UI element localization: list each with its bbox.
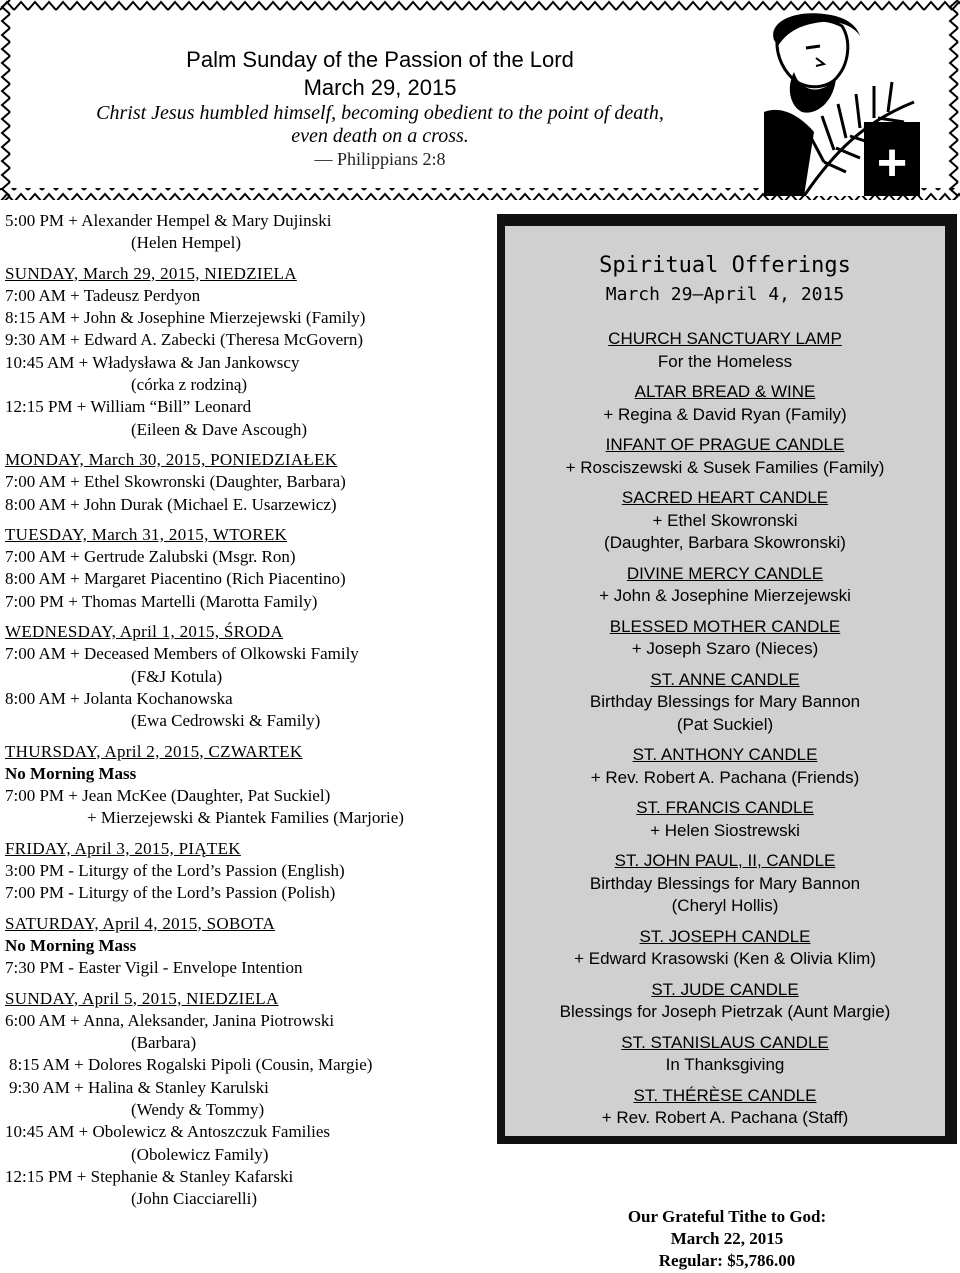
mass-entry: 7:00 PM + Thomas Martelli (Marotta Family) <box>5 591 318 611</box>
offering-intention: (Cheryl Hollis) <box>671 896 779 915</box>
mass-intention: (córka z rodziną) <box>131 375 248 395</box>
mass-entry: 9:30 AM + Halina & Stanley Karulski <box>9 1077 269 1097</box>
tithe-regular: Regular: $5,786.00 <box>658 1251 796 1270</box>
mass-entry: 7:00 PM + Jean McKee (Daughter, Pat Suckiel) <box>5 786 331 806</box>
mass-entry: 12:15 PM + Stephanie & Stanley Kafarski <box>5 1166 294 1186</box>
offering-item <box>505 487 945 563</box>
mass-intention: (Helen Hempel) <box>131 233 241 253</box>
day-heading: SATURDAY, April 4, 2015, SOBOTA <box>5 913 276 933</box>
offering-heading: ST. ANNE CANDLE <box>650 669 800 689</box>
offering-heading: ST. JUDE CANDLE <box>651 979 799 999</box>
mass-entry: 7:00 AM + Ethel Skowronski (Daughter, Barbara) <box>5 472 346 492</box>
day-heading: SUNDAY, March 29, 2015, NIEDZIELA <box>5 263 297 283</box>
offering-intention: In Thanksgiving <box>665 1055 785 1074</box>
day-heading: SUNDAY, April 5, 2015, NIEDZIELA <box>5 988 279 1008</box>
offering-intention: Birthday Blessings for Mary Bannon <box>589 692 861 711</box>
offering-item <box>505 797 945 850</box>
mass-entry: 7:30 PM - Easter Vigil - Envelope Intention <box>5 958 303 978</box>
offering-heading: ST. FRANCIS CANDLE <box>636 798 814 817</box>
offering-item <box>505 381 945 434</box>
offering-heading: DIVINE MERCY CANDLE <box>626 563 824 583</box>
offering-intention: + Regina & David Ryan (Family) <box>603 404 847 424</box>
spiritual-offerings-panel <box>497 214 957 1144</box>
day-heading: THURSDAY, April 2, 2015, CZWARTEK <box>5 741 303 761</box>
mass-entry: 12:15 PM + William “Bill” Leonard <box>5 397 252 417</box>
offering-heading: ST. THÉRÈSE CANDLE <box>633 1085 817 1105</box>
tithe-date: March 22, 2015 <box>670 1229 784 1248</box>
mass-intention: (F&J Kotula) <box>131 666 223 686</box>
offering-heading: ST. ANTHONY CANDLE <box>632 745 818 764</box>
spiritual-offerings-inner <box>505 226 945 1136</box>
offering-item <box>505 669 945 745</box>
offering-heading: ST. JOHN PAUL, II, CANDLE <box>614 851 836 870</box>
mass-entry: 8:00 AM + Jolanta Kochanowska <box>5 688 233 708</box>
mass-intention: (Barbara) <box>131 1033 197 1053</box>
mass-intention: (John Ciacciarelli) <box>131 1189 258 1209</box>
header-box <box>0 0 960 200</box>
offering-heading: ST. JOSEPH CANDLE <box>639 926 811 946</box>
offering-heading: BLESSED MOTHER CANDLE <box>609 616 841 636</box>
mass-intention: (Obolewicz Family) <box>131 1144 269 1164</box>
offering-intention: + Ethel Skowronski <box>652 510 798 530</box>
scripture-quote-line-2: even death on a cross. <box>291 125 469 147</box>
page-date: March 29, 2015 <box>303 75 457 100</box>
mass-schedule <box>5 210 483 1210</box>
offerings-dates: March 29—April 4, 2015 <box>605 284 845 305</box>
offering-intention: + Rosciszewski & Susek Families (Family) <box>565 457 885 477</box>
offering-item <box>505 850 945 926</box>
offering-intention: + Helen Siostrewski <box>650 820 800 840</box>
offering-item <box>505 1085 945 1138</box>
offering-intention: + Rev. Robert A. Pachana (Staff) <box>601 1108 849 1127</box>
mass-entry: 7:00 PM - Liturgy of the Lord’s Passion (Polish) <box>5 883 336 903</box>
offering-intention: + Joseph Szaro (Nieces) <box>631 639 819 658</box>
mass-intention: (Ewa Cedrowski & Family) <box>131 711 321 731</box>
day-heading: WEDNESDAY, April 1, 2015, ŚRODA <box>5 622 284 642</box>
offering-intention: (Daughter, Barbara Skowronski) <box>604 533 846 552</box>
offering-item <box>505 563 945 616</box>
offering-item <box>505 434 945 487</box>
day-heading: FRIDAY, April 3, 2015, PIĄTEK <box>5 838 241 858</box>
offering-heading: CHURCH SANCTUARY LAMP <box>608 329 842 348</box>
offering-item <box>505 979 945 1032</box>
mass-intention: (Wendy & Tommy) <box>131 1099 265 1119</box>
tithe-title: Our Grateful Tithe to God: <box>627 1207 827 1226</box>
offering-heading: ALTAR BREAD & WINE <box>634 382 816 401</box>
christ-with-palm-art <box>764 12 920 196</box>
day-heading: TUESDAY, March 31, 2015, WTOREK <box>5 524 288 544</box>
mass-entry: 7:00 AM + Deceased Members of Olkowski Family <box>5 644 359 664</box>
offerings-title: Spiritual Offerings <box>599 253 851 278</box>
cross-icon: + <box>876 134 908 192</box>
offering-intention: + Rev. Robert A. Pachana (Friends) <box>590 767 860 787</box>
mass-entry: 10:45 AM + Władysława & Jan Jankowscy <box>5 352 300 372</box>
offering-intention: For the Homeless <box>657 351 793 371</box>
offering-intention: + John & Josephine Mierzejewski <box>599 586 851 605</box>
offering-item <box>505 1032 945 1085</box>
mass-entry: 8:15 AM + John & Josephine Mierzejewski (Family) <box>5 308 366 328</box>
offering-item <box>505 926 945 979</box>
scripture-citation: — Philippians 2:8 <box>314 149 446 169</box>
header-text <box>10 46 750 170</box>
page-title: Palm Sunday of the Passion of the Lord <box>186 47 574 72</box>
tithe-summary <box>497 1206 957 1272</box>
mass-entry: 10:45 AM + Obolewicz & Antoszczuk Families <box>5 1122 330 1142</box>
mass-entry: 5:00 PM + Alexander Hempel & Mary Dujinski <box>5 211 332 230</box>
offering-item <box>505 328 945 381</box>
offering-item <box>505 744 945 797</box>
offerings-list <box>505 250 945 1138</box>
day-heading: MONDAY, March 30, 2015, PONIEDZIAŁEK <box>5 449 338 469</box>
mass-intention: (Eileen & Dave Ascough) <box>131 419 308 439</box>
offering-intention: Birthday Blessings for Mary Bannon <box>589 873 861 893</box>
offering-intention: (Pat Suckiel) <box>676 714 774 734</box>
mass-entry: 8:15 AM + Dolores Rogalski Pipoli (Cousin, Margie) <box>9 1055 373 1075</box>
mass-entry: + Mierzejewski & Piantek Families (Marjorie) <box>87 808 404 828</box>
offering-heading: SACRED HEART CANDLE <box>621 488 829 507</box>
mass-entry: 8:00 AM + John Durak (Michael E. Usarzewicz) <box>5 494 337 514</box>
mass-entry: 7:00 AM + Gertrude Zalubski (Msgr. Ron) <box>5 547 296 567</box>
offering-heading: INFANT OF PRAGUE CANDLE <box>605 435 845 454</box>
offering-heading: ST. STANISLAUS CANDLE <box>621 1032 829 1052</box>
offering-intention: + Edward Krasowski (Ken & Olivia Klim) <box>574 949 876 968</box>
mass-entry: 6:00 AM + Anna, Aleksander, Janina Piotrowski <box>5 1010 335 1030</box>
mass-entry: 8:00 AM + Margaret Piacentino (Rich Piacentino) <box>5 569 346 589</box>
offering-intention: Blessings for Joseph Pietrzak (Aunt Margie) <box>559 1002 891 1021</box>
scripture-quote-line-1: Christ Jesus humbled himself, becoming obedient to the point of death, <box>96 102 664 124</box>
no-mass-note: No Morning Mass <box>5 935 137 955</box>
offering-item <box>505 616 945 669</box>
mass-entry: 3:00 PM - Liturgy of the Lord’s Passion (English) <box>5 861 345 881</box>
mass-entry: 9:30 AM + Edward A. Zabecki (Theresa McGovern) <box>5 330 363 350</box>
no-mass-note: No Morning Mass <box>5 763 137 783</box>
mass-entry: 7:00 AM + Tadeusz Perdyon <box>5 285 201 305</box>
